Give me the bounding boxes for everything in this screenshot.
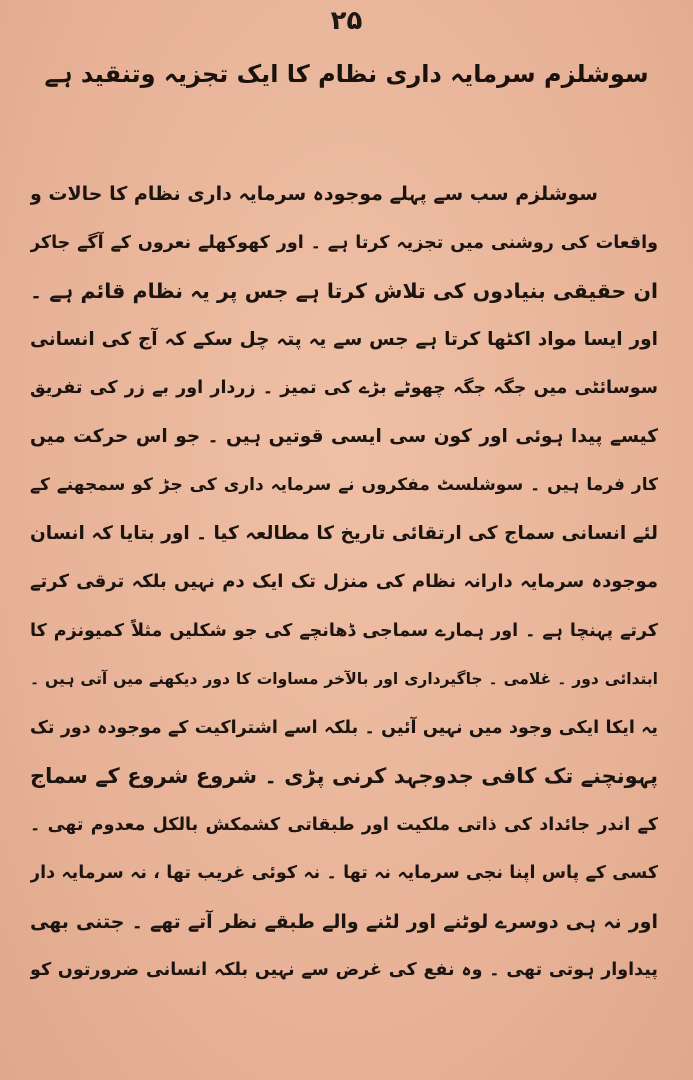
text-line: پہونچنے تک کافی جدوجہد کرنی پڑی ۔ شروع شروع کے سماج (30, 764, 658, 788)
text-line: پیداوار ہوتی تھی ۔ وہ نفع کی غرض سے نہیں بلکہ انسانی ضرورتوں کو (30, 960, 658, 980)
page-number: ۲۵ (330, 6, 363, 36)
text-line: ابتدائی دور ۔ غلامی ۔ جاگیرداری اور بالآخر مساوات کا دور دیکھنے میں آتی ہیں ۔ (30, 670, 658, 688)
text-line: کرتے پہنچا ہے ۔ اور ہمارے سماجی ڈھانچے کی جو شکلیں مثلاً کمیونزم کا (30, 620, 658, 641)
text-line: واقعات کی روشنی میں تجزیہ کرتا ہے ۔ اور کھوکھلے نعروں کے آگے جاکر (30, 232, 658, 253)
text-line: موجودہ سرمایہ دارانہ نظام کی منزل تک ایک دم نہیں بلکہ ترقی کرتے (30, 571, 658, 592)
text-line: کسی کے پاس اپنا نجی سرمایہ نہ تھا ۔ نہ کوئی غریب تھا ، نہ سرمایہ دار (30, 863, 658, 883)
text-line: کار فرما ہیں ۔ سوشلسٹ مفکروں نے سرمایہ داری کی جڑ کو سمجھنے کے (30, 475, 658, 495)
text-line: کیسے پیدا ہوئی اور کون سی ایسی قوتیں ہیں ۔ جو اس حرکت میں (30, 425, 658, 447)
text-line: لئے انسانی سماج کی ارتقائی تاریخ کا مطالعہ کیا ۔ اور بتایا کہ انسان (30, 522, 658, 544)
body-text (30, 170, 658, 995)
page-heading: سوشلزم سرمایہ داری نظام کا ایک تجزیہ وتنقید ہے (44, 60, 649, 88)
text-line: کے اندر جائداد کی ذاتی ملکیت اور طبقاتی کشمکش بالکل معدوم تھی ۔ (30, 814, 658, 835)
text-line: اور نہ ہی دوسرے لوٹنے اور لٹنے والے طبقے نظر آتے تھے ۔ جتنی بھی (30, 910, 658, 933)
text-line: ان حقیقی بنیادوں کی تلاش کرتا ہے جس پر یہ نظام قائم ہے ۔ (30, 279, 658, 303)
text-line: سوشلزم سب سے پہلے موجودہ سرمایہ داری نظام کا حالات و (30, 183, 598, 205)
text-line: سوسائٹی میں جگہ جگہ چھوٹے بڑے کی تمیز ۔ زردار اور بے زر کی تفریق (30, 378, 658, 398)
text-line: اور ایسا مواد اکٹھا کرتا ہے جس سے یہ پتہ چل سکے کہ آج کی انسانی (30, 328, 658, 350)
text-line: یہ ایکا ایکی وجود میں نہیں آئیں ۔ بلکہ اسے اشتراکیت کے موجودہ دور تک (30, 717, 658, 738)
